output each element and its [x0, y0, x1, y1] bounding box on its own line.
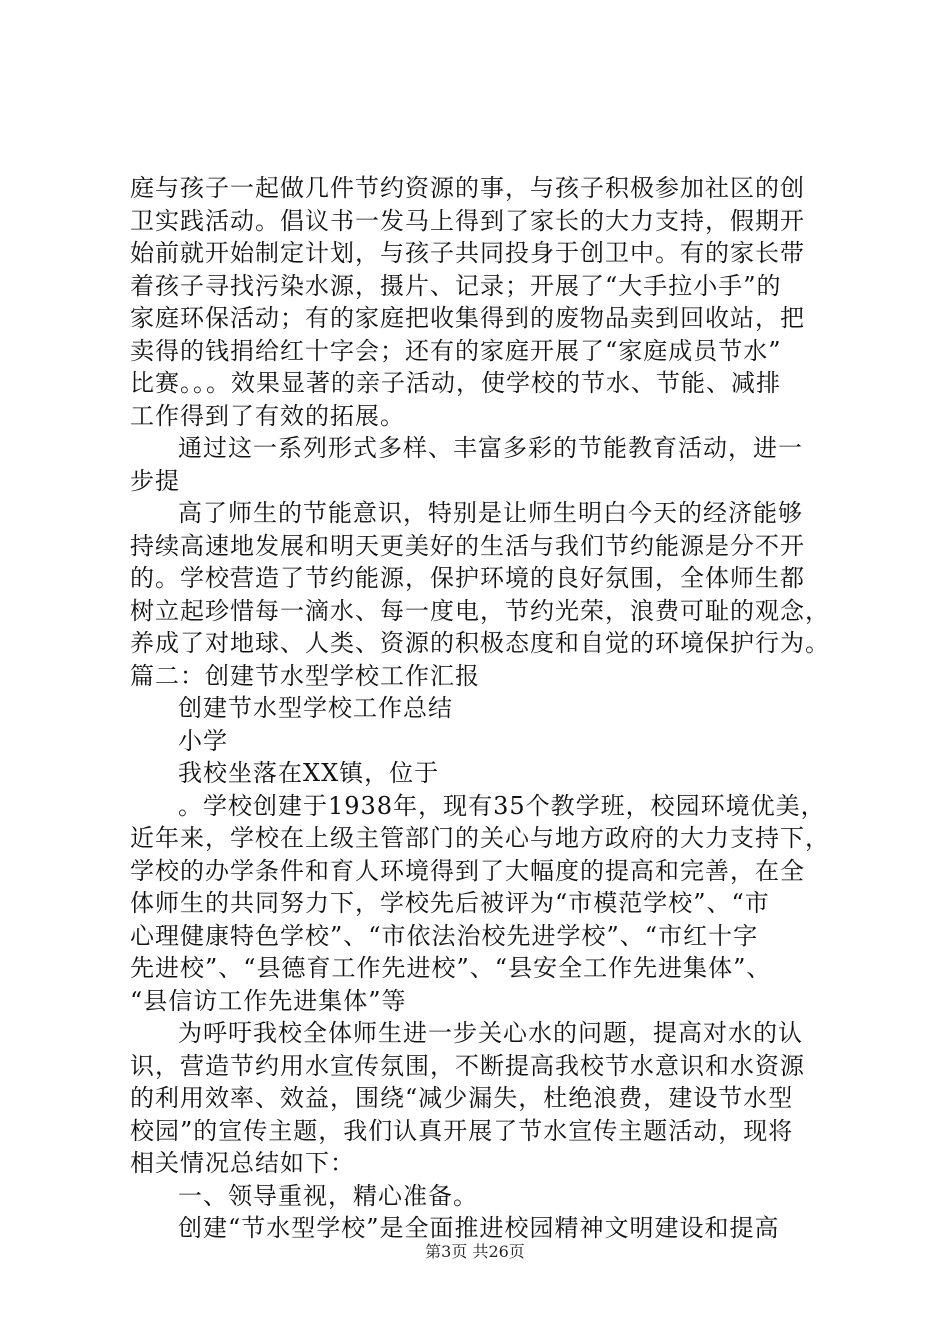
- text-line: 持续高速地发展和明天更美好的生活与我们节约能源是分不开: [130, 531, 805, 560]
- text-line: 体师生的共同努力下，学校先后被评为“市模范学校”、“市: [130, 889, 770, 917]
- text-line: 比赛。。。效果显著的亲子活动，使学校的节水、节能、减排: [130, 369, 781, 397]
- section-heading: 篇二：创建节水型学校工作汇报: [130, 661, 480, 690]
- text-line: 创建“节水型学校”是全面推进校园精神文明建设和提高: [178, 1214, 780, 1242]
- text-line: 树立起珍惜每一滴水、每一度电，节约光荣，浪费可耻的观念，: [130, 596, 830, 625]
- text-line: 一、领导重视，精心准备。: [178, 1181, 478, 1210]
- text-line: 着孩子寻找污染水源，摄片、记录；开展了“大手拉小手”的: [130, 271, 782, 300]
- text-line: 。学校创建于1938年，现有35个教学班，校园环境优美，: [178, 791, 826, 820]
- subtitle: 创建节水型学校工作总结: [178, 694, 453, 722]
- page-number: 第3页 共26页: [425, 1242, 525, 1261]
- text-line: 先进校”、“县德育工作先进校”、“县安全工作先进集体”、: [130, 954, 772, 982]
- text-line: 庭与孩子一起做几件节约资源的事，与孩子积极参加社区的创: [130, 174, 805, 202]
- text-line: 高了师生的节能意识，特别是让师生明白今天的经济能够: [178, 499, 803, 527]
- text-line: 步提: [130, 466, 180, 495]
- text-line: 为呼吁我校全体师生进一步关心水的问题，提高对水的认: [178, 1019, 803, 1047]
- text-line: 小学: [178, 726, 228, 755]
- text-line: 校园”的宣传主题，我们认真开展了节水宣传主题活动，现将: [130, 1116, 794, 1145]
- text-line: 我校坐落在XX镇，位于: [178, 759, 440, 787]
- text-line: 学校的办学条件和育人环境得到了大幅度的提高和完善，在全: [130, 856, 805, 885]
- text-line: 识，营造节约用水宣传氛围，不断提高我校节水意识和水资源: [130, 1051, 805, 1080]
- text-line: 的。学校营造了节约能源，保护环境的良好氛围，全体师生都: [130, 564, 805, 592]
- text-line: 始前就开始制定计划，与孩子共同投身于创卫中。有的家长带: [130, 239, 805, 267]
- text-line: 工作得到了有效的拓展。: [130, 401, 405, 430]
- text-line: 卖得的钱捐给红十字会；还有的家庭开展了“家庭成员节水”: [130, 336, 782, 365]
- text-line: 通过这一系列形式多样、丰富多彩的节能教育活动，进一: [178, 434, 803, 462]
- text-line: 卫实践活动。倡议书一发马上得到了家长的大力支持，假期开: [130, 206, 805, 235]
- text-line: 家庭环保活动；有的家庭把收集得到的废物品卖到回收站，把: [130, 304, 805, 332]
- text-line: 近年来，学校在上级主管部门的关心与地方政府的大力支持下，: [130, 824, 830, 852]
- text-line: 心理健康特色学校”、“市依法治校先进学校”、“市红十字: [130, 921, 759, 950]
- text-line: 的利用效率、效益，围绕“减少漏失，杜绝浪费，建设节水型: [130, 1084, 794, 1112]
- text-line: “县信访工作先进集体”等: [130, 986, 407, 1015]
- text-line: 相关情况总结如下：: [130, 1149, 355, 1177]
- text-line: 养成了对地球、人类、资源的积极态度和自觉的环境保护行为。: [130, 629, 830, 657]
